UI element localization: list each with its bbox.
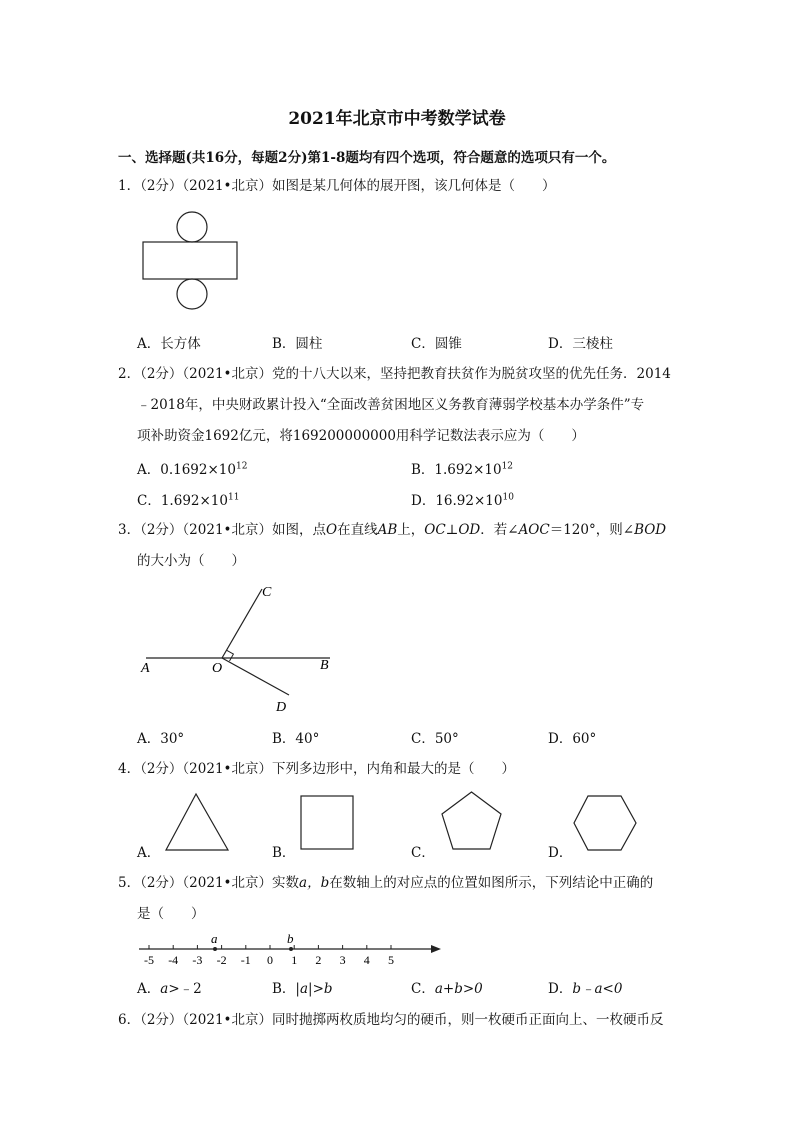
label-o: O bbox=[212, 661, 223, 676]
angle-figure bbox=[130, 578, 350, 718]
axis-tick-label: -1 bbox=[240, 953, 251, 967]
hexagon-shape bbox=[574, 796, 636, 850]
question-2-line-2: ﹣2018年，中央财政累计投入“全面改善贫困地区义务教育薄弱学校基本办学条件”专 bbox=[137, 397, 645, 413]
axis-arrow bbox=[431, 945, 441, 953]
label-a: A bbox=[141, 661, 150, 676]
q5-option-c: C．a+b>0 bbox=[411, 981, 483, 997]
point-a bbox=[213, 947, 217, 951]
cylinder-net-figure bbox=[136, 208, 246, 314]
question-number: 1． bbox=[118, 178, 141, 194]
axis-tick-label: 2 bbox=[315, 953, 322, 967]
axis-tick-label: -4 bbox=[168, 953, 179, 967]
q2-option-c: C．$1.692\times 10^{11}$ bbox=[137, 492, 240, 509]
question-stem: 如图是某几何体的展开图，该几何体是（ ） bbox=[272, 178, 556, 194]
point-b bbox=[289, 947, 293, 951]
square-shape bbox=[301, 796, 353, 849]
question-meta: （2分）（2021•北京） bbox=[140, 178, 273, 194]
axis-tick-label: 5 bbox=[388, 953, 394, 967]
q3-option-c: C．50° bbox=[411, 731, 459, 747]
q1-option-b: B．圆柱 bbox=[272, 336, 323, 352]
triangle-shape bbox=[166, 794, 228, 850]
q3-option-a: A．30° bbox=[137, 731, 185, 747]
question-4: 4．（2分）（2021•北京）下列多边形中，内角和最大的是（ ） bbox=[118, 761, 516, 777]
q4-option-d: D． bbox=[548, 845, 573, 861]
question-2-line-1 bbox=[118, 364, 671, 384]
q1-option-d: D．三棱柱 bbox=[548, 336, 613, 352]
number-line-figure bbox=[135, 928, 455, 970]
question-2-line-3: 项补助资金1692亿元，将169200000000用科学记数法表示应为（ ） bbox=[137, 428, 585, 444]
section-heading: 一、选择题(共16分，每题2分)第1-8题均有四个选项，符合题意的选项只有一个。 bbox=[118, 150, 616, 166]
question-1 bbox=[118, 176, 556, 196]
question-6-line-1: 6．（2分）（2021•北京）同时抛掷两枚质地均匀的硬币，则一枚硬币正面向上、一枚硬币反 bbox=[118, 1012, 664, 1028]
axis-tick-label: 4 bbox=[363, 953, 370, 967]
question-meta: （2分）（2021•北京） bbox=[140, 366, 273, 382]
question-3-line-2: 的大小为（ ） bbox=[137, 553, 245, 569]
q1-option-c: C．圆锥 bbox=[411, 336, 462, 352]
q4-option-a: A． bbox=[137, 845, 161, 861]
label-point-b: b bbox=[287, 931, 294, 946]
q5-option-a: A．a>﹣2 bbox=[137, 981, 202, 997]
top-circle bbox=[177, 212, 207, 242]
question-5-line-1: 5．（2分）（2021•北京）实数a，b在数轴上的对应点的位置如图所示，下列结论中正确的 bbox=[118, 875, 654, 891]
bottom-circle bbox=[177, 279, 207, 309]
axis-tick-label: -3 bbox=[192, 953, 203, 967]
label-c: C bbox=[262, 585, 272, 600]
axis-tick-label: -5 bbox=[144, 953, 154, 967]
right-angle-mark bbox=[227, 650, 234, 661]
ray-oc bbox=[222, 589, 262, 658]
q1-option-a: A．长方体 bbox=[137, 336, 201, 352]
page-title: 2021年北京市中考数学试卷 bbox=[288, 109, 506, 129]
q3-option-d: D．60° bbox=[548, 731, 597, 747]
question-3-line-1: 3．（2分）（2021•北京）如图，点O在直线AB上，OC⊥OD．若∠AOC＝120°，则∠BOD bbox=[118, 522, 667, 538]
q5-option-b: B．|a|>b bbox=[272, 981, 333, 997]
ray-od bbox=[222, 658, 289, 695]
question-5-line-2: 是（ ） bbox=[137, 906, 205, 922]
label-b: B bbox=[320, 658, 329, 673]
lateral-rectangle bbox=[143, 242, 237, 279]
q4-option-b: B． bbox=[272, 845, 296, 861]
q4-option-c: C． bbox=[411, 845, 435, 861]
question-number: 2． bbox=[118, 366, 141, 382]
pentagon-shape bbox=[442, 792, 501, 849]
axis-tick-label: 3 bbox=[339, 953, 346, 967]
axis-tick-label: 0 bbox=[267, 953, 273, 967]
q2-option-d: D．$16.92\times 10^{10}$ bbox=[411, 492, 514, 509]
question-stem: 党的十八大以来，坚持把教育扶贫作为脱贫攻坚的优先任务．2014 bbox=[272, 366, 671, 382]
label-d: D bbox=[276, 700, 287, 715]
axis-tick-label: -2 bbox=[216, 953, 227, 967]
q2-option-b: B．$1.692\times 10^{12}$ bbox=[411, 461, 514, 478]
q2-option-a: A．$0.1692\times 10^{12}$ bbox=[137, 461, 248, 478]
label-point-a: a bbox=[211, 931, 218, 946]
q3-option-b: B．40° bbox=[272, 731, 320, 747]
q5-option-d: D．b﹣a<0 bbox=[548, 981, 623, 997]
axis-tick-label: 1 bbox=[291, 953, 298, 967]
